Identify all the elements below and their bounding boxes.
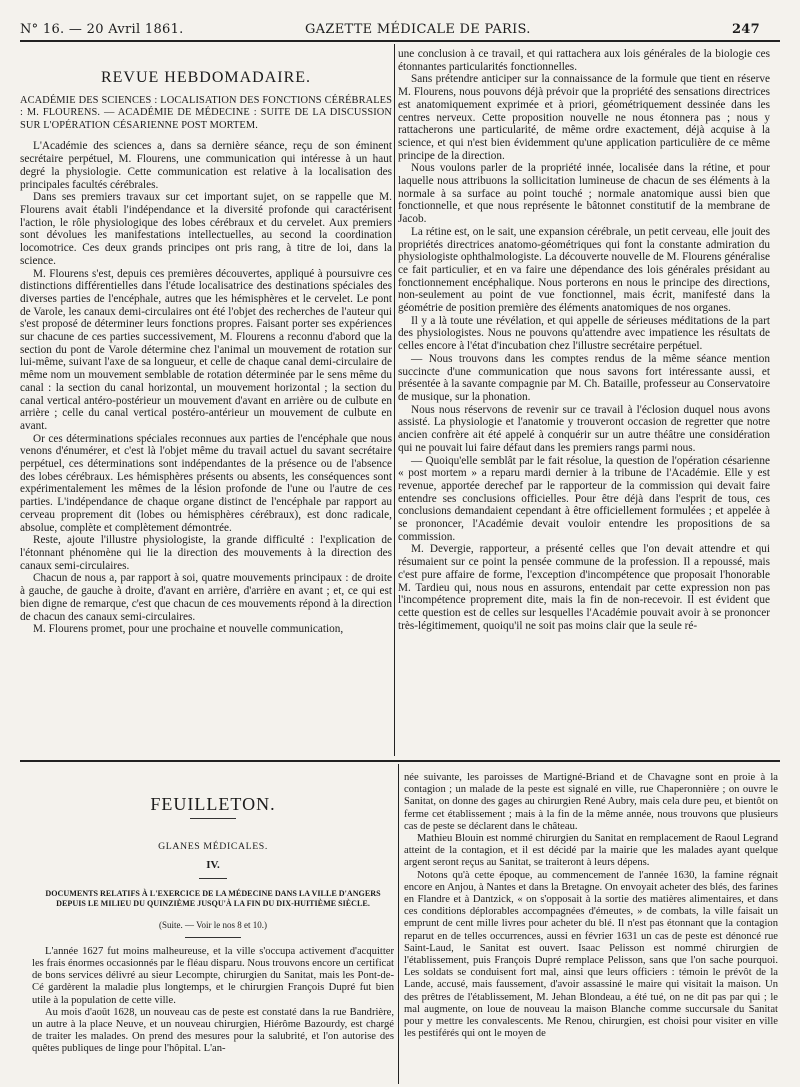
paragraph: La rétine est, on le sait, une expansion cérébrale, un petit cerveau, elle jouit des propriétés directrices anatomo-géométriques qui font la constante admiration du physiologiste ophthalmologiste. La découverte nouvelle de M. Flourens généralise ce fait particulier, et en va faire une dépendance des lois générales présidant au fonctionnement encéphalique. Nous porterons en nous le principe des directions, non-seulement au point de vue fonctionnel, mais écrit, manifesté dans la géométrie de position première des éléments anatomiques de nos organes. xyxy=(398,225,770,315)
feuilleton-column-1 xyxy=(32,782,394,1082)
revue-column-2 xyxy=(398,48,770,756)
chapter-underline xyxy=(199,878,227,879)
paragraph: Notons qu'à cette époque, au commencement de l'année 1630, la famine régnait encore en Anjou, à Nantes et dans la Bretagne. On envoyait acheter des blés, des farines en Flandre et à Dantzick, « on s'opposait à la sortie des matières alimentaires, et dans ces conditions déplorables accompagnées d'émeutes, » de combats, la ville faisait un emprunt de cent mille livres pour acheter du blé. Il n'est pas étonnant que la contagion reparut en de telles occurrences, aussi en février 1631 un cas de peste est dénoncé rue Saint-Laud, le Sanitat est ouvert. Isaac Pelisson est nommé chirurgien de l'établissement, puis François Dupré remplace Pelisson, sans que l'on sache pourquoi. Les soldats se conduisent fort mal, ainsi que leurs officiers : témoin le prévôt de la Lande, accusé, mais faussement, d'avoir assassiné le maire qui visitait la maison. Un des prêtres de l'établissement, M. Jehan Blondeau, a été tué, on ne dit pas par qui ; le mal augmente, on loue de nouveau la maison Blanche comme succursale du Sanitat pour y mettre les convalescents. Me Renou, chirurgien, est choisi pour visiter en ville les pestiférés qui ont le moyen de xyxy=(404,869,778,1040)
chapter-number: IV. xyxy=(206,859,220,872)
suite-underline xyxy=(185,937,241,938)
feuilleton-rule xyxy=(20,760,780,762)
paragraph: M. Devergie, rapporteur, a présenté celles que l'on devait attendre et qui résumaient sur ce point la pensée commune de la profession. Il a repoussé, mais c'est pure affaire de forme, l'exception d'incompétence que proposait l'honorable M. Tardieu qui, nous nous en assurons, entendait par cette expression non pas l'incompétence proprement dite, mais la fin de non-recevoir. Il est évident que cette question est de celles sur lesquelles l'Académie pouvait avoir à se prononcer très-légitimement, quoiqu'il ne soit pas moins clair que la seule ré- xyxy=(398,543,770,632)
paragraph: Au mois d'août 1628, un nouveau cas de peste est constaté dans la rue Bandrière, un autre à la place Neuve, et un nouveau chirurgien, Hiérôme Bazourdy, est chargé de traiter les malades. On prend des mesures pour la salubrité, et l'on autorise des quêtes publiques de linge pour l'hôpital. L'an- xyxy=(32,1006,394,1055)
paragraph: une conclusion à ce travail, et qui rattachera aux lois générales de la biologie ces étonnantes particularités fonctionnelles. xyxy=(398,48,770,73)
paragraph: M. Flourens promet, pour une prochaine et nouvelle communication, xyxy=(33,623,344,636)
feuilleton-title: FEUILLETON. xyxy=(150,794,276,814)
paragraph: L'Académie des sciences a, dans sa dernière séance, reçu de son éminent secrétaire perpétuel, M. Flourens, une communication qui intéresse à un haut degré la physiologie. Cette communication est relative à la localisation des principales facultés cérébrales. xyxy=(20,140,392,191)
page-header xyxy=(20,22,760,42)
revue-column-1 xyxy=(20,58,392,758)
paragraph: Chacun de nous a, par rapport à soi, quatre mouvements principaux : de droite à gauche, de gauche à droite, d'avant en arrière, d'arrière en avant ; et, ce qui est bien digne de remarque, c'est que chacun de ces mouvements répond à la direction de chacun des canaux semi-circulaires. xyxy=(20,572,392,623)
paragraph: Il y a là toute une révélation, et qui appelle de sérieuses méditations de la part des physiologistes. Nous ne pouvons qu'attendre avec impatience les résultats de celles encore à l'état d'incubation chez l'illustre secrétaire perpétuel. xyxy=(398,314,770,353)
paragraph: Or ces déterminations spéciales reconnues aux parties de l'encéphale que nous venons d'énumérer, et c'est là l'objet même du travail actuel du savant secrétaire perpétuel, ces déterminations sont indépendantes de la présence ou de l'absence des lobes cérébraux. Les hémisphères présents ou absents, les conséquences sont expérimentalement les mêmes de la lésion profonde de l'une ou l'autre de ces parties. L'indépendance de chaque organe distinct de l'encéphale par rapport au cerveau proprement dit (lobes ou hémisphères cérébraux), est donc radicale, absolue, complète et complètement démontrée. xyxy=(20,432,392,534)
revue-title: REVUE HEBDOMADAIRE. xyxy=(100,69,312,86)
header-rule xyxy=(20,40,780,42)
publication-title: GAZETTE MÉDICALE DE PARIS. xyxy=(305,22,531,37)
column-divider-top xyxy=(394,44,395,756)
paragraph: Sans prétendre anticiper sur la connaissance de la formule que tient en réserve M. Flourens, nous pouvons déjà prévoir que la propriété des sensations directrices est anatomiquement exprimée et à priori, géométriquement dessinée dans les centres nerveux. Cette proposition nouvelle ne nous étonnera pas ; nous y rattacherons une particularité, de même ordre exactement, déjà acquise à la science, et qui n'est bien évidemment qu'une application particulière de ce même principe de la direction. xyxy=(398,73,770,162)
paragraph: Nous voulons parler de la propriété innée, localisée dans la rétine, et pour laquelle nous attribuons la sollicitation lumineuse de chacun de ses éléments à la normale à sa surface au point touché ; normale anatomique aussi bien que fonctionnelle, et que nous représente le bâtonnet constitutif de la membrane de Jacob. xyxy=(398,162,770,226)
revue-subhead: ACADÉMIE DES SCIENCES : LOCALISATION DES FONCTIONS CÉRÉBRALES : M. FLOURENS. — ACADÉMIE DE MÉDECINE : SUITE DE LA DISCUSSION SUR L'OPÉRATION CÉSARIENNE POST MORTEM. xyxy=(20,94,392,131)
paragraph: M. Flourens s'est, depuis ces premières découvertes, appliqué à poursuivre ces distinctions différentielles dans l'étude localisatrice des destinations spéciales des diverses parties de l'encéphale, autres que les hémisphères et le cervelet. Le pont de Varole, les canaux demi-circulaires ont été l'objet des recherches de l'auteur qui s'est proposé de déterminer leurs fonctions propres. Faisant porter ses expériences sur chacune de ces parties successivement, M. Flourens a reconnu d'abord que la section du pont de Varole détermine chez l'animal un mouvement de rotation sur lui-même, suivant l'axe de sa longueur, et celle de chaque canal demi-circulaire de même nom un mouvement semblable de rotation déterminée par le sens même du canal : la section du canal horizontal, un mouvement horizontal ; la section du canal vertical antéro-postérieur un mouvement d'avant en arrière ou de culbute en arrière ; celle du canal vertical postéro-antérieur un mouvement de culbute en avant. xyxy=(20,267,392,432)
paragraph: — Quoiqu'elle semblât par le fait résolue, la question de l'opération césarienne « post mortem » a reparu mardi dernier à la tribune de l'Académie. Elle y est revenue, apportée derechef par le rapporteur de la commission qui devait faire entendre ses conclusions officielles. Pour être déjà dans l'esprit de tous, ces conclusions demandaient cependant à être officiellement formulées ; et appelée à se prononcer, l'Académie devait vouloir entendre les propositions de sa commission. xyxy=(398,454,770,543)
title-underline xyxy=(190,818,236,819)
paragraph: née suivante, les paroisses de Martigné-Briand et de Chavagne sont en proie à la contagion ; un malade de la peste est signalé en ville, rue Chaperonnière ; on ouvre le Sanitat, on donne des gages au chirurgien René Aubry, mais cela dure peu, et bientôt on ferme cet établissement ; mais à la fin de la même année, nous trouvons que plusieurs cas de peste se déclarent dans le château. xyxy=(404,772,778,832)
paragraph: Mathieu Blouin est nommé chirurgien du Sanitat en remplacement de Raoul Legrand atteint de la contagion, et il est décidé par la mairie que les malades ayant quelque argent seront reçus au Sanitat, se traiteront à leurs dépens. xyxy=(404,833,778,869)
suite-note: (Suite. — Voir le nos 8 et 10.) xyxy=(159,919,267,930)
paragraph: — Nous trouvons dans les comptes rendus de la même séance mention succincte d'une communication que nous savons fort intéressante aussi, et présentée à la savante compagnie par M. Ch. Bataille, professeur au Conservatoire de musique, sur la phonation. xyxy=(398,352,770,403)
page-number: 247 xyxy=(731,22,760,37)
documents-heading: DOCUMENTS RELATIFS À L'EXERCICE DE LA MÉDECINE DANS LA VILLE D'ANGERS DEPUIS LE MILIEU DU QUINZIÈME JUSQU'À LA FIN DU DIX-HUITIÈME SIÈCLE. xyxy=(45,888,381,908)
paragraph: Reste, ajoute l'illustre physiologiste, la grande difficulté : l'explication de l'étonnant phénomène qui lie la direction des mouvements à la direction des canaux semi-circulaires. xyxy=(20,534,392,572)
issue-date: N° 16. — 20 Avril 1861. xyxy=(20,22,184,37)
column-divider-bottom xyxy=(398,764,399,1084)
glanes-heading: GLANES MÉDICALES. xyxy=(158,841,268,853)
paragraph: Dans ses premiers travaux sur cet important sujet, on se rappelle que M. Flourens avait établi l'indépendance et la diversité profonde qui caractérisent l'action, le rôle physiologique des lobes cérébraux et du cervelet. Aux premiers sont dévolues les manifestations intellectuelles, au second la coordination locomotrice. Ces deux grands principes ont pris rang, à titre de loi, dans la science. xyxy=(20,191,392,267)
feuilleton-column-2 xyxy=(404,772,778,1084)
paragraph: Nous nous réservons de revenir sur ce travail à l'éclosion duquel nous avons assisté. La physiologie et l'anatomie y trouveront occasion de regretter que notre ancien confrère ait été appelé à conquérir sur un autre théâtre une considération qui ne pouvait lui faire défaut dans les premiers rangs parmi nous. xyxy=(398,403,770,454)
paragraph: L'année 1627 fut moins malheureuse, et la ville s'occupa activement d'acquitter les frais énormes occasionnés par le fléau disparu. Nous trouvons encore un certificat de bons services délivré au sieur Lecompte, chirurgien du Sanitat, mais les Pont-de-Cé gardèrent la maladie plus longtemps, et le chirurgien François Dupré fut bien utile à la population de cette ville. xyxy=(32,945,394,1006)
